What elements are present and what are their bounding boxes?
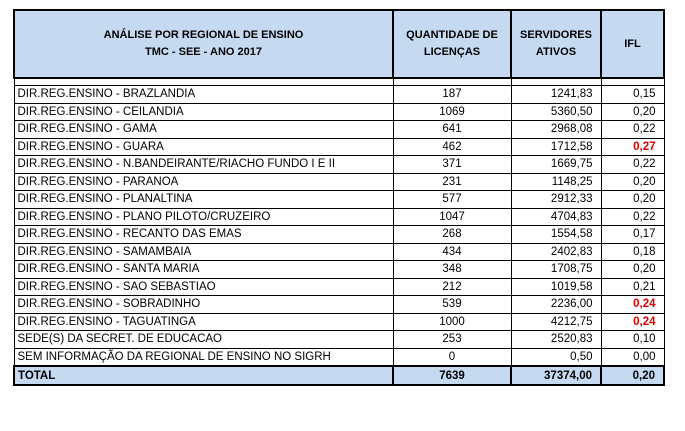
table-row xyxy=(14,138,664,156)
region-name-cell: DIR.REG.ENSINO - SAMAMBAIA xyxy=(14,243,393,261)
region-name-cell: DIR.REG.ENSINO - RECANTO DAS EMAS xyxy=(14,226,393,244)
region-name-cell: DIR.REG.ENSINO - N.BANDEIRANTE/RIACHO FUNDO I E II xyxy=(14,156,393,174)
header-ifl xyxy=(601,10,664,78)
region-name-cell: SEM INFORMAÇÃO DA REGIONAL DE ENSINO NO SIGRH xyxy=(14,348,393,366)
quantity-cell: 462 xyxy=(393,138,511,156)
table-row xyxy=(14,261,664,279)
ifl-cell: 0,17 xyxy=(601,226,664,244)
ifl-cell: 0,24 xyxy=(601,296,664,314)
servers-cell: 2912,33 xyxy=(511,191,601,209)
table-header-row xyxy=(14,10,664,78)
table-body xyxy=(14,78,664,366)
quantity-cell: 187 xyxy=(393,86,511,104)
quantity-cell: 253 xyxy=(393,331,511,349)
servers-cell: 0,50 xyxy=(511,348,601,366)
quantity-cell: 1069 xyxy=(393,103,511,121)
ifl-cell: 0,20 xyxy=(601,191,664,209)
region-name-cell: DIR.REG.ENSINO - TAGUATINGA xyxy=(14,313,393,331)
quantity-cell: 268 xyxy=(393,226,511,244)
table-row xyxy=(14,121,664,139)
header-quantity-line2: LICENÇAS xyxy=(423,46,481,58)
region-name-cell: DIR.REG.ENSINO - PLANO PILOTO/CRUZEIRO xyxy=(14,208,393,226)
servers-cell: 2402,83 xyxy=(511,243,601,261)
total-servers: 37374,00 xyxy=(511,366,601,385)
total-label: TOTAL xyxy=(14,366,393,385)
table-row xyxy=(14,226,664,244)
header-title xyxy=(14,10,393,78)
ifl-cell: 0,20 xyxy=(601,103,664,121)
spacer-row xyxy=(14,78,664,86)
region-name-cell: DIR.REG.ENSINO - PLANALTINA xyxy=(14,191,393,209)
ifl-cell: 0,22 xyxy=(601,121,664,139)
quantity-cell: 577 xyxy=(393,191,511,209)
table-row xyxy=(14,348,664,366)
servers-cell: 2968,08 xyxy=(511,121,601,139)
table-row xyxy=(14,103,664,121)
header-ifl-label: IFL xyxy=(624,37,641,50)
region-name-cell: SEDE(S) DA SECRET. DE EDUCACAO xyxy=(14,331,393,349)
ifl-table-container xyxy=(13,9,665,386)
servers-cell: 2520,83 xyxy=(511,331,601,349)
region-name-cell: DIR.REG.ENSINO - SAO SEBASTIAO xyxy=(14,278,393,296)
servers-cell: 1148,25 xyxy=(511,173,601,191)
header-title-line2: TMC - SEE - ANO 2017 xyxy=(145,46,262,58)
ifl-cell: 0,00 xyxy=(601,348,664,366)
ifl-cell: 0,20 xyxy=(601,173,664,191)
table-row xyxy=(14,296,664,314)
servers-cell: 1241,83 xyxy=(511,86,601,104)
servers-cell: 4212,75 xyxy=(511,313,601,331)
region-name-cell: DIR.REG.ENSINO - SOBRADINHO xyxy=(14,296,393,314)
region-name-cell: DIR.REG.ENSINO - GUARA xyxy=(14,138,393,156)
spacer-cell xyxy=(601,78,664,86)
table-row xyxy=(14,156,664,174)
quantity-cell: 434 xyxy=(393,243,511,261)
region-name-cell: DIR.REG.ENSINO - CEILANDIA xyxy=(14,103,393,121)
table-row xyxy=(14,331,664,349)
servers-cell: 4704,83 xyxy=(511,208,601,226)
servers-cell: 1712,58 xyxy=(511,138,601,156)
region-name-cell: DIR.REG.ENSINO - SANTA MARIA xyxy=(14,261,393,279)
header-quantity-line1: QUANTIDADE DE xyxy=(406,29,498,41)
region-name-cell: DIR.REG.ENSINO - PARANOA xyxy=(14,173,393,191)
ifl-cell: 0,15 xyxy=(601,86,664,104)
ifl-cell: 0,24 xyxy=(601,313,664,331)
table-row xyxy=(14,313,664,331)
servers-cell: 1019,58 xyxy=(511,278,601,296)
quantity-cell: 231 xyxy=(393,173,511,191)
servers-cell: 1554,58 xyxy=(511,226,601,244)
ifl-cell: 0,27 xyxy=(601,138,664,156)
header-servers xyxy=(511,10,601,78)
header-quantity xyxy=(393,10,511,78)
servers-cell: 2236,00 xyxy=(511,296,601,314)
table-row xyxy=(14,86,664,104)
ifl-cell: 0,21 xyxy=(601,278,664,296)
region-name-cell: DIR.REG.ENSINO - BRAZLANDIA xyxy=(14,86,393,104)
region-name-cell: DIR.REG.ENSINO - GAMA xyxy=(14,121,393,139)
quantity-cell: 348 xyxy=(393,261,511,279)
table-row xyxy=(14,191,664,209)
quantity-cell: 1000 xyxy=(393,313,511,331)
spacer-cell xyxy=(393,78,511,86)
spacer-cell xyxy=(511,78,601,86)
ifl-cell: 0,22 xyxy=(601,208,664,226)
ifl-cell: 0,18 xyxy=(601,243,664,261)
total-quantity: 7639 xyxy=(393,366,511,385)
servers-cell: 1669,75 xyxy=(511,156,601,174)
table-row xyxy=(14,278,664,296)
quantity-cell: 1047 xyxy=(393,208,511,226)
quantity-cell: 371 xyxy=(393,156,511,174)
table-row xyxy=(14,243,664,261)
quantity-cell: 0 xyxy=(393,348,511,366)
table-row xyxy=(14,208,664,226)
header-servers-line2: ATIVOS xyxy=(535,46,577,58)
servers-cell: 5360,50 xyxy=(511,103,601,121)
servers-cell: 1708,75 xyxy=(511,261,601,279)
quantity-cell: 212 xyxy=(393,278,511,296)
total-row xyxy=(14,366,664,385)
table-row xyxy=(14,173,664,191)
spacer-cell xyxy=(14,78,393,86)
header-servers-line1: SERVIDORES xyxy=(520,29,592,41)
total-ifl: 0,20 xyxy=(601,366,664,385)
ifl-cell: 0,22 xyxy=(601,156,664,174)
quantity-cell: 539 xyxy=(393,296,511,314)
ifl-cell: 0,20 xyxy=(601,261,664,279)
header-title-line1: ANÁLISE POR REGIONAL DE ENSINO xyxy=(103,29,304,41)
quantity-cell: 641 xyxy=(393,121,511,139)
ifl-table xyxy=(13,9,665,386)
ifl-cell: 0,10 xyxy=(601,331,664,349)
